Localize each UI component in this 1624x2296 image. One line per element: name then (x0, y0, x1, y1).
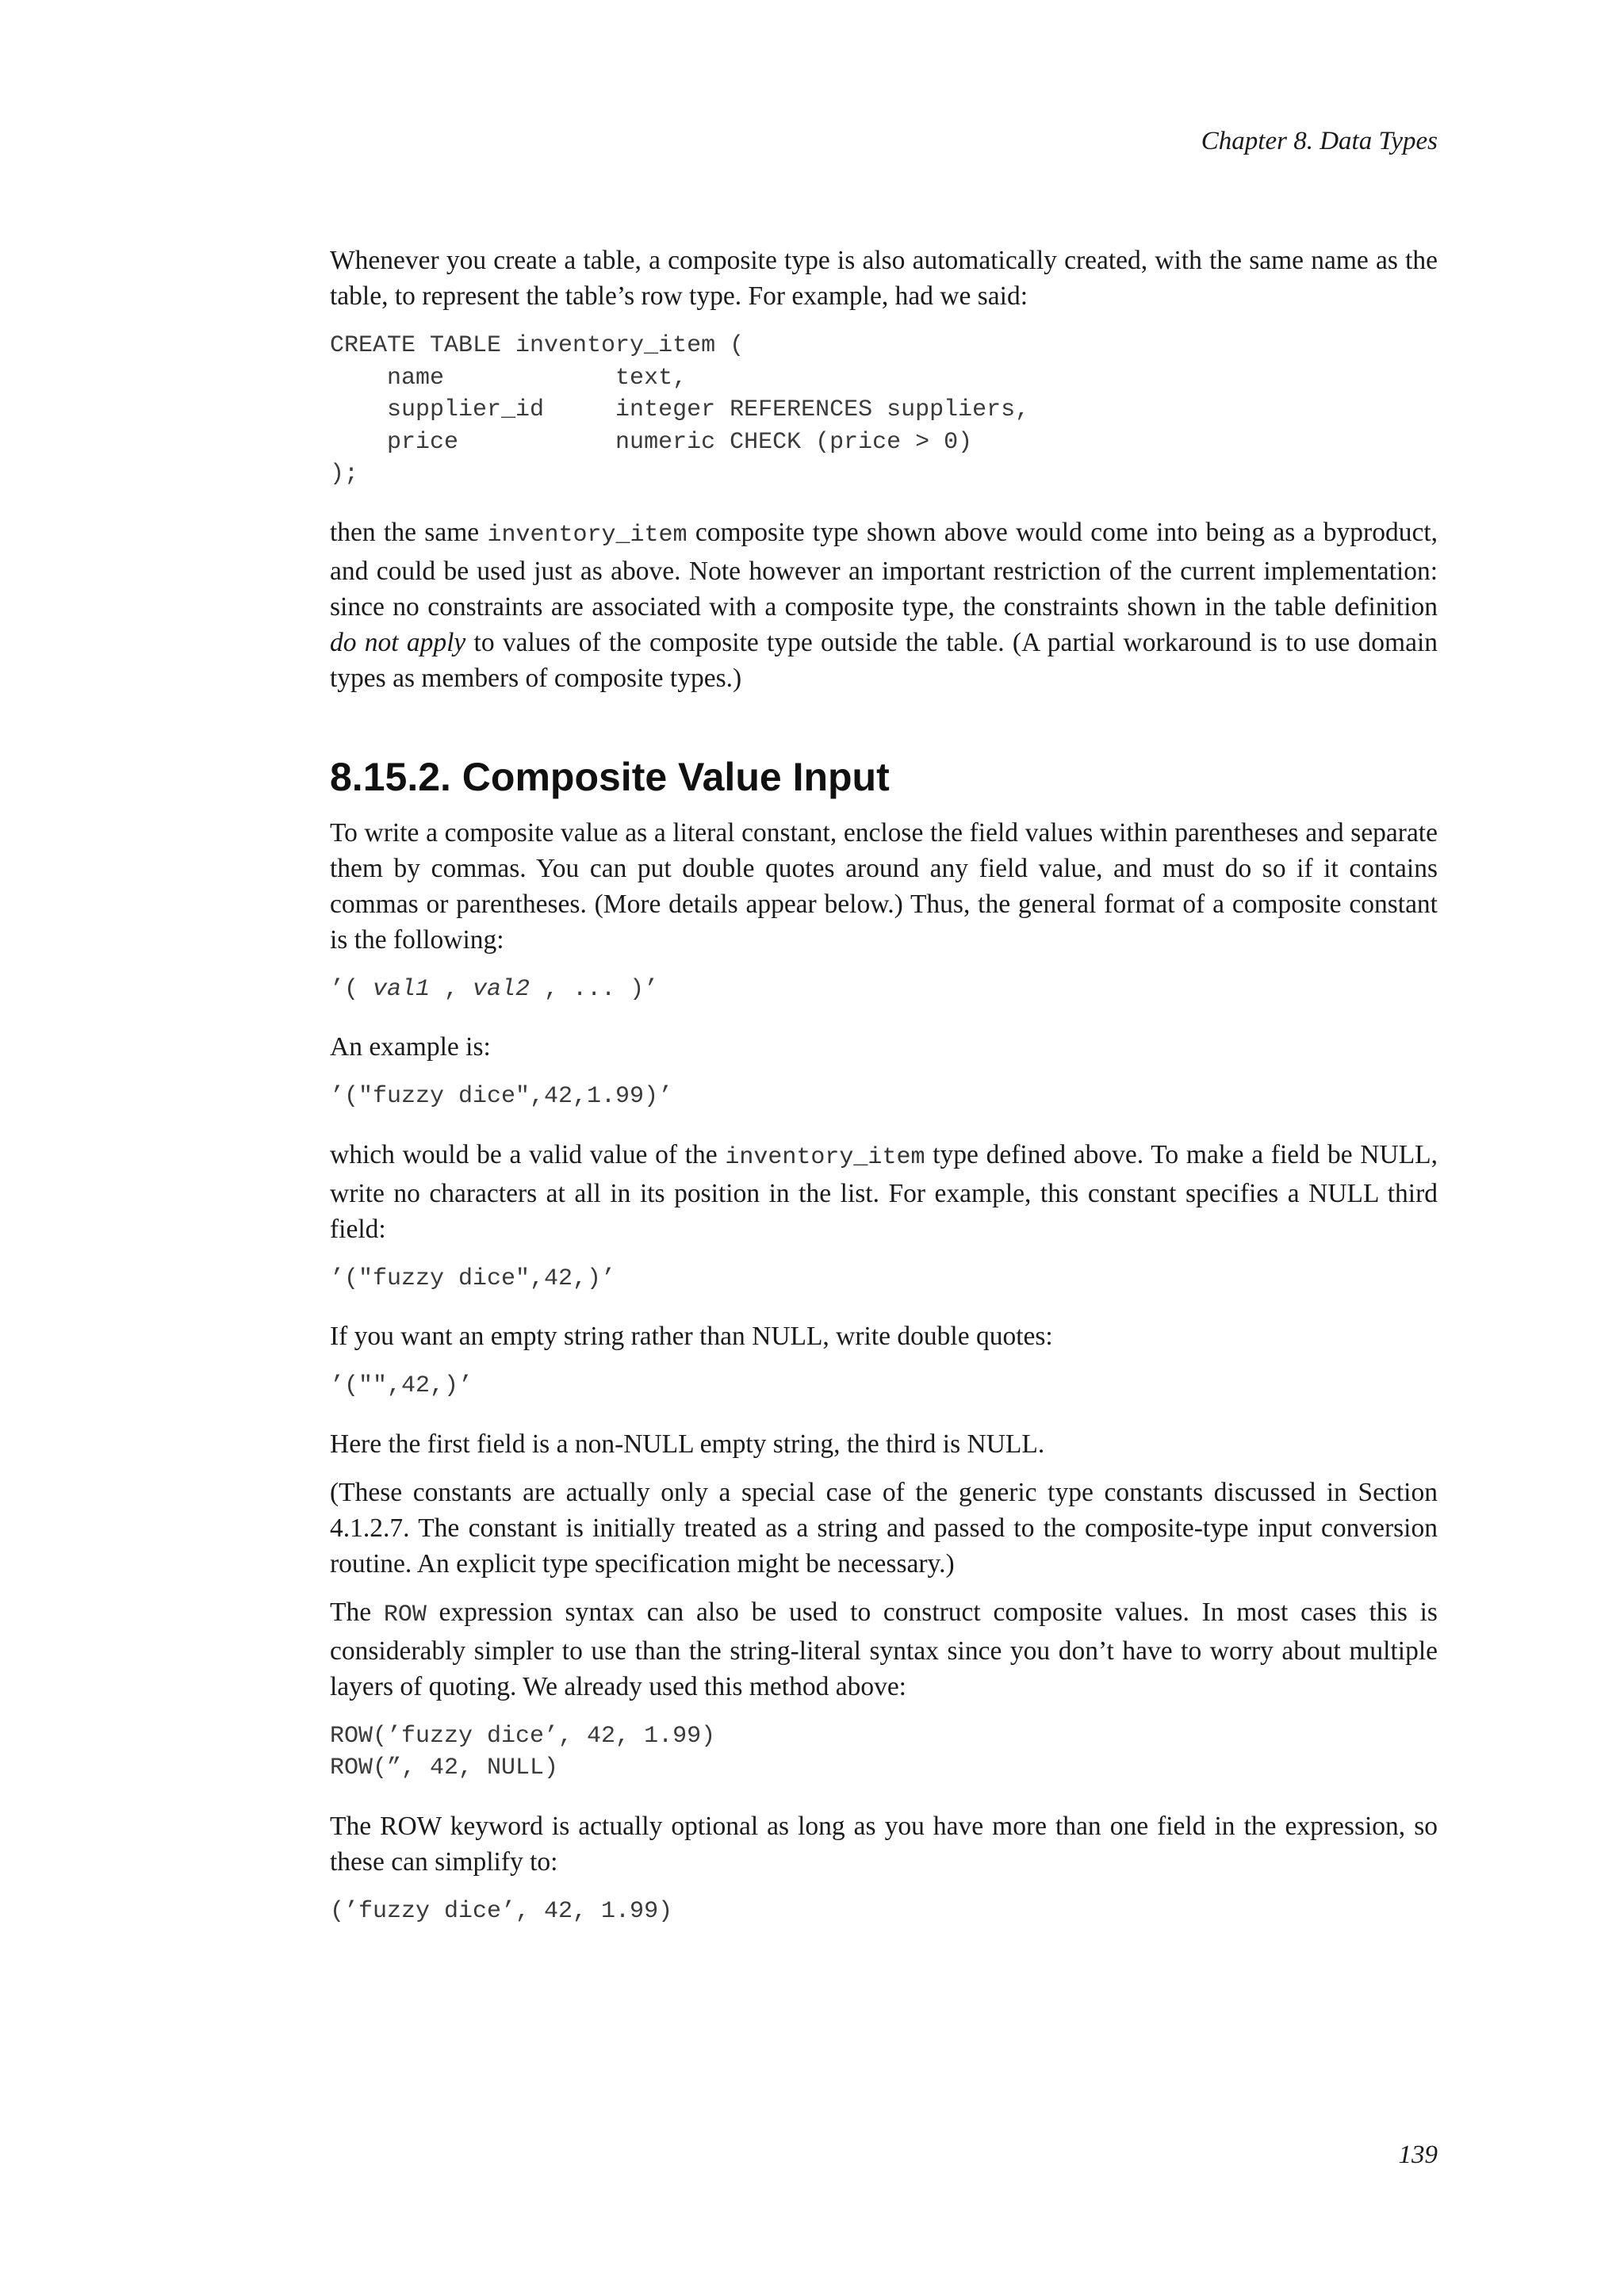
text-run: type defined above. To make a field be NULL, write no characters at all in its position in the list. For example, this constant specifies a NULL third field: (330, 1139, 1438, 1244)
text-run: The (330, 1597, 384, 1627)
restriction-paragraph (330, 515, 1438, 696)
page-body (330, 243, 1438, 1951)
section-heading: 8.15.2. Composite Value Input (330, 754, 890, 799)
literal-format-paragraph: To write a composite value as a literal constant, enclose the field values within parentheses and separate them by commas. You can put double quotes around any field value, and must do so if it contains commas or parentheses. (More details appear below.) Thus, the general format of a composite constant is the following: (330, 817, 1438, 955)
example-code: ’("fuzzy dice",42,1.99)’ (330, 1083, 673, 1110)
generic-constants-paragraph: (These constants are actually only a special case of the generic type constants discussed in Section 4.1.2.7. The constant is initially treated as a string and passed to the composite-type input conversion routine. An explicit type specification might be necessary.) (330, 1477, 1438, 1578)
example-label: An example is: (330, 1032, 491, 1062)
row-examples-code: ROW(’fuzzy dice’, 42, 1.99) ROW(”, 42, NULL) (330, 1722, 716, 1781)
intro-paragraph: Whenever you create a table, a composite type is also automatically created, with the same name as the table, to represent the table’s row type. For example, had we said: (330, 246, 1438, 311)
code-part: ’( (330, 975, 373, 1003)
row-optional-paragraph: The ROW keyword is actually optional as long as you have more than one field in the expression, so these can simplify to: (330, 1811, 1438, 1877)
empty-string-paragraph: If you want an empty string rather than NULL, write double quotes: (330, 1322, 1053, 1351)
null-field-paragraph (330, 1137, 1438, 1247)
page-number: 139 (1398, 2141, 1438, 2169)
text-run: expression syntax can also be used to construct composite values. In most cases this is considerably simpler to use than the string-literal syntax since you don’t have to worry about multiple layers of quoting. We already used this method above: (330, 1597, 1438, 1701)
create-table-code-block: CREATE TABLE inventory_item ( name text, supplier_id integer REFERENCES suppliers, price numeric CHECK (price > 0) ); (330, 332, 1030, 488)
row-expression-paragraph (330, 1594, 1438, 1705)
inline-code: inventory_item (487, 521, 688, 549)
general-format-code (330, 974, 1438, 1006)
text-run: then the same (330, 517, 488, 547)
placeholder-val2: val2 (473, 975, 530, 1003)
text-run: to values of the composite type outside the table. (A partial workaround is to use domain types as members of composite types.) (330, 627, 1438, 693)
null-third-field-code: ’("fuzzy dice",42,)’ (330, 1265, 616, 1292)
code-part: , (430, 975, 473, 1003)
running-header: Chapter 8. Data Types (1201, 127, 1438, 155)
inline-code: inventory_item (725, 1143, 925, 1171)
placeholder-val1: val1 (373, 975, 431, 1003)
explanation-paragraph: Here the first field is a non-NULL empty string, the third is NULL. (330, 1429, 1045, 1459)
simplified-row-code: (’fuzzy dice’, 42, 1.99) (330, 1897, 673, 1925)
text-run: composite type shown above would come into being as a byproduct, and could be used just as above. Note however an important restriction of the current implementation: since no constraints are associated with a composite type, the constraints shown in the table definition (330, 517, 1438, 622)
emphasis: do not apply (330, 627, 466, 657)
text-run: which would be a valid value of the (330, 1139, 726, 1169)
code-part: , ... )’ (530, 975, 659, 1003)
empty-string-code: ’("",42,)’ (330, 1372, 473, 1399)
inline-code: ROW (383, 1601, 427, 1628)
